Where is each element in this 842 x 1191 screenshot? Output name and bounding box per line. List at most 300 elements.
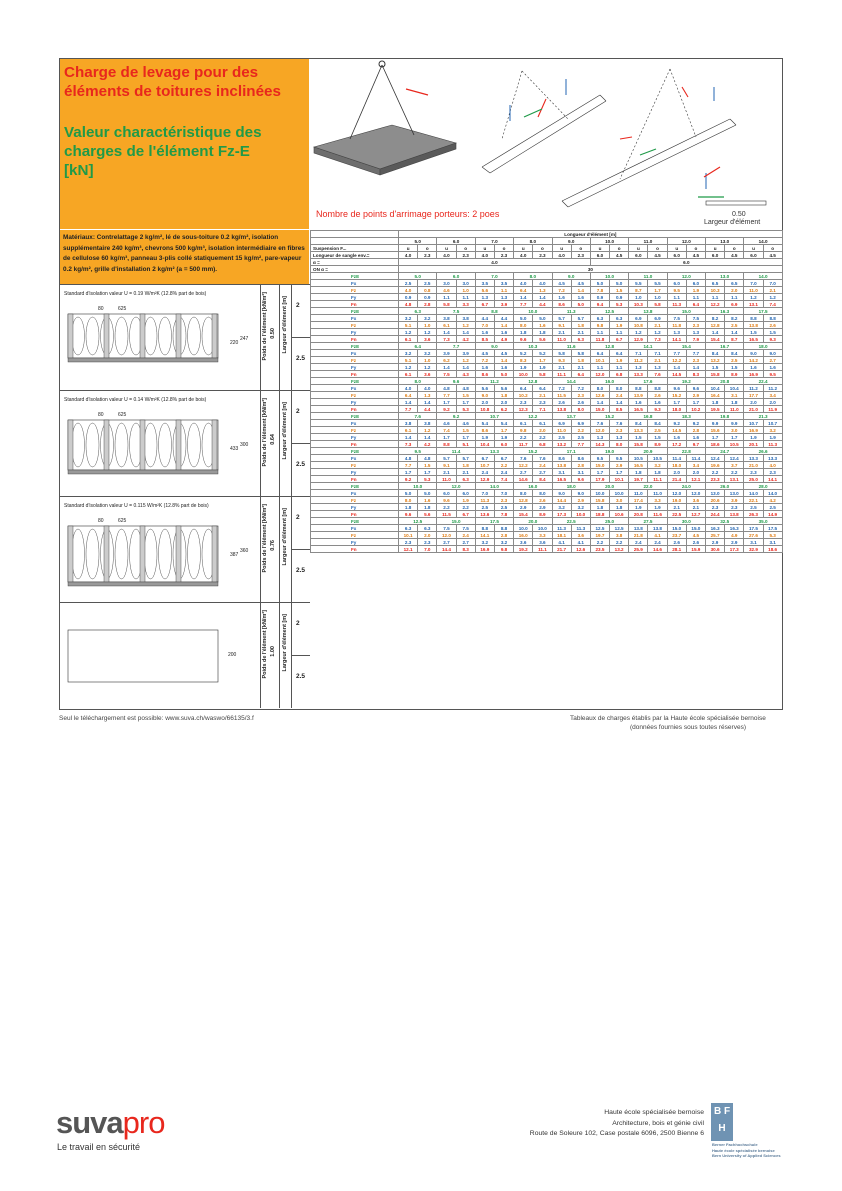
fx-cell: 12.5 — [590, 525, 609, 532]
fx-cell: 7.6 — [533, 455, 552, 462]
dimension-label: 200 — [228, 652, 237, 658]
source-note-1: Tableaux de charges établis par la Haute école spécialisée bernoise — [570, 715, 766, 722]
fx-cell: 14.0 — [744, 490, 763, 497]
fx-cell: 6.4 — [610, 350, 629, 357]
fz-cell: 4.6 — [437, 287, 456, 294]
element-width-axis-label: Largeur d'élément [m] — [282, 402, 288, 460]
fn-cell: 14.1 — [763, 476, 782, 483]
fn-cell: 30.6 — [706, 546, 725, 553]
fx-cell: 7.0 — [475, 490, 494, 497]
fz-cell: 3.6 — [571, 532, 590, 539]
fx-cell: 9.6 — [686, 385, 705, 392]
element-width-value: 2 — [296, 514, 300, 521]
fy-cell: 2.0 — [667, 469, 686, 476]
fy-cell: 1.7 — [437, 434, 456, 441]
fn-cell: 10.2 — [686, 406, 705, 413]
table-row — [311, 329, 783, 336]
fz-cell: 8.3 — [514, 357, 533, 364]
fy-cell: 1.7 — [456, 399, 475, 406]
fn-cell: 14.6 — [514, 476, 533, 483]
fy-cell: 1.2 — [418, 329, 437, 336]
fy-cell: 2.3 — [706, 504, 725, 511]
fz-cell: 7.7 — [399, 462, 418, 469]
fn-cell: 8.5 — [610, 406, 629, 413]
fn-cell: 11.1 — [533, 546, 552, 553]
fz-cell: 8.0 — [399, 497, 418, 504]
row-label-fy: Fy — [311, 364, 399, 371]
cross-section-drawing — [66, 302, 249, 382]
fy-cell: 0.9 — [418, 294, 437, 301]
insulation-description: Standard d'isolation valeur U = 0.14 W/m²K (12.8% part de bois) — [64, 397, 207, 403]
fz-cell: 15.8 — [590, 497, 609, 504]
fx-cell: 7.5 — [456, 525, 475, 532]
fz-cell: 16.9 — [744, 427, 763, 434]
fy-cell: 2.6 — [571, 399, 590, 406]
force-diagram-1 — [482, 71, 606, 173]
row-label-fy: Fy — [311, 399, 399, 406]
row-label-fze: FzE — [311, 413, 399, 420]
fn-cell: 9.6 — [399, 511, 418, 518]
element-width-value: 2.5 — [296, 461, 306, 468]
fx-cell: 12.0 — [667, 490, 686, 497]
suspension-value: o — [686, 245, 705, 252]
fx-cell: 9.9 — [725, 420, 744, 427]
fx-cell: 16.3 — [706, 525, 725, 532]
row-label-fx: Fx — [311, 280, 399, 287]
fy-cell: 1.1 — [725, 294, 744, 301]
fze-cell: 12.5 — [399, 518, 437, 525]
fx-cell: 5.8 — [571, 350, 590, 357]
fze-cell: 17.5 — [744, 308, 782, 315]
fze-cell: 20.0 — [590, 483, 628, 490]
fn-cell: 5.8 — [437, 301, 456, 308]
fz-cell: 9.0 — [475, 392, 494, 399]
fze-cell: 9.2 — [437, 413, 475, 420]
fx-cell: 10.4 — [706, 385, 725, 392]
fy-cell: 1.1 — [610, 329, 629, 336]
fze-cell: 6.4 — [399, 343, 437, 350]
fz-cell: 2.1 — [648, 357, 667, 364]
fn-cell: 5.0 — [571, 301, 590, 308]
fz-cell: 1.5 — [610, 287, 629, 294]
fz-cell: 1.8 — [571, 357, 590, 364]
fz-cell: 2.4 — [610, 392, 629, 399]
sling-value: 6.0 — [744, 252, 763, 259]
fz-cell: 14.5 — [667, 427, 686, 434]
fx-cell: 4.5 — [571, 280, 590, 287]
fx-cell: 7.1 — [629, 350, 648, 357]
fx-cell: 6.9 — [552, 420, 571, 427]
table-row — [311, 357, 783, 364]
fn-cell: 26.3 — [744, 511, 763, 518]
fz-cell: 2.3 — [686, 322, 705, 329]
fze-cell: 22.4 — [744, 378, 782, 385]
fze-cell: 14.4 — [552, 378, 590, 385]
fy-cell: 3.1 — [744, 539, 763, 546]
fy-cell: 3.1 — [552, 469, 571, 476]
fz-cell: 2.3 — [494, 497, 513, 504]
group-divider — [291, 549, 310, 550]
fn-cell: 15.0 — [590, 406, 609, 413]
table-row — [311, 532, 783, 539]
fn-cell: 8.5 — [475, 336, 494, 343]
fz-cell: 3.3 — [648, 497, 667, 504]
table-row — [311, 469, 783, 476]
fz-cell: 1.8 — [494, 392, 513, 399]
sling-value: 6.0 — [667, 252, 686, 259]
fn-cell: 19.5 — [706, 406, 725, 413]
fy-cell: 1.4 — [437, 364, 456, 371]
fy-cell: 1.4 — [399, 434, 418, 441]
alpha-value: 6.0 — [590, 259, 782, 266]
fz-cell: 2.3 — [686, 357, 705, 364]
fz-cell: 1.3 — [533, 287, 552, 294]
fy-cell: 1.4 — [456, 364, 475, 371]
fy-cell: 1.7 — [418, 469, 437, 476]
table-row — [311, 336, 783, 343]
fz-cell: 4.2 — [763, 497, 782, 504]
fx-cell: 13.8 — [629, 525, 648, 532]
fx-cell: 7.6 — [590, 420, 609, 427]
fn-cell: 6.4 — [571, 371, 590, 378]
cross-section-drawing — [66, 514, 249, 594]
fy-cell: 1.6 — [667, 434, 686, 441]
fx-cell: 9.0 — [763, 350, 782, 357]
fx-cell: 15.0 — [686, 525, 705, 532]
fy-cell: 1.8 — [590, 504, 609, 511]
fx-cell: 3.0 — [437, 280, 456, 287]
fz-cell: 23.7 — [667, 532, 686, 539]
fy-cell: 1.8 — [648, 469, 667, 476]
fy-cell: 1.1 — [590, 329, 609, 336]
length-value: 8.0 — [514, 238, 552, 245]
element-weight-label: Poids de l'élément [kN/m²] — [262, 610, 268, 679]
fz-cell: 8.6 — [475, 427, 494, 434]
row-label-fx: Fx — [311, 490, 399, 497]
fn-cell: 7.3 — [437, 336, 456, 343]
group-divider — [291, 655, 310, 656]
bfh-address: Haute école spécialisée bernoise Architecture, bois et génie civil Route de Soleure 102, Case postale 6096, 2500 Bienne 6 — [529, 1109, 704, 1137]
dimension-label: 387 — [230, 552, 239, 558]
row-label-fze: FzE — [311, 448, 399, 455]
fy-cell: 1.7 — [590, 469, 609, 476]
fn-cell: 10.8 — [475, 406, 494, 413]
fz-cell: 2.6 — [763, 322, 782, 329]
fz-cell: 14.1 — [475, 532, 494, 539]
fn-cell: 7.8 — [494, 511, 513, 518]
fx-cell: 4.8 — [456, 385, 475, 392]
fx-cell: 5.0 — [399, 490, 418, 497]
fn-cell: 22.5 — [667, 511, 686, 518]
fy-cell: 1.3 — [475, 294, 494, 301]
fy-cell: 2.4 — [648, 539, 667, 546]
fz-cell: 7.2 — [552, 287, 571, 294]
row-label-fze: FzE — [311, 343, 399, 350]
fze-cell: 8.0 — [514, 273, 552, 280]
fy-cell: 1.7 — [610, 469, 629, 476]
fy-cell: 1.4 — [533, 294, 552, 301]
fy-cell: 1.4 — [456, 329, 475, 336]
fy-cell: 1.8 — [610, 504, 629, 511]
fn-cell: 7.3 — [399, 441, 418, 448]
fx-cell: 12.0 — [686, 490, 705, 497]
fze-cell: 24.0 — [667, 483, 705, 490]
bfh-small-text: Berner Fachhochschule Haute école spécialisée bernoise Bern University of Applied Sciences — [712, 1142, 781, 1158]
element-width-axis-label: Largeur d'élément [m] — [282, 296, 288, 354]
fx-cell: 4.0 — [399, 385, 418, 392]
fn-cell: 16.5 — [629, 406, 648, 413]
fze-cell: 7.5 — [437, 308, 475, 315]
fx-cell: 8.6 — [571, 455, 590, 462]
fz-cell: 2.2 — [571, 427, 590, 434]
fn-cell: 25.9 — [629, 546, 648, 553]
fz-cell: 9.8 — [590, 322, 609, 329]
fz-cell: 5.3 — [763, 532, 782, 539]
fze-cell: 14.0 — [475, 483, 513, 490]
fy-cell: 1.3 — [610, 434, 629, 441]
fx-cell: 10.0 — [533, 525, 552, 532]
fz-cell: 7.2 — [475, 357, 494, 364]
fz-cell: 2.3 — [571, 392, 590, 399]
fx-cell: 7.5 — [686, 315, 705, 322]
table-row — [311, 371, 783, 378]
dimension-label: 247 — [240, 336, 249, 342]
fz-cell: 6.4 — [399, 392, 418, 399]
row-label-fz: Fz — [311, 357, 399, 364]
fy-cell: 1.8 — [418, 504, 437, 511]
fy-cell: 1.8 — [399, 504, 418, 511]
fy-cell: 1.2 — [744, 294, 763, 301]
fn-cell: 19.7 — [629, 476, 648, 483]
fx-cell: 7.6 — [514, 455, 533, 462]
fz-cell: 1.6 — [418, 497, 437, 504]
row-label-fn: Fn — [311, 301, 399, 308]
fze-cell: 13.8 — [629, 308, 667, 315]
fx-cell: 10.7 — [744, 420, 763, 427]
fn-cell: 6.2 — [494, 406, 513, 413]
fz-cell: 10.8 — [629, 322, 648, 329]
fy-cell: 2.5 — [744, 504, 763, 511]
fx-cell: 13.3 — [744, 455, 763, 462]
fz-cell: 5.1 — [399, 322, 418, 329]
fn-cell: 8.9 — [648, 441, 667, 448]
fy-cell: 2.4 — [475, 469, 494, 476]
fn-cell: 15.4 — [706, 336, 725, 343]
fy-cell: 1.2 — [763, 294, 782, 301]
fn-cell: 8.9 — [725, 371, 744, 378]
sling-value: 2.3 — [571, 252, 590, 259]
element-weight-label: Poids de l'élément [kN/m²] — [262, 398, 268, 467]
fn-cell: 5.1 — [456, 441, 475, 448]
fn-cell: 8.6 — [475, 371, 494, 378]
fze-cell: 15.2 — [590, 413, 628, 420]
fy-cell: 1.4 — [437, 329, 456, 336]
fy-cell: 1.4 — [610, 399, 629, 406]
fy-cell: 1.2 — [399, 329, 418, 336]
fy-cell: 1.6 — [744, 364, 763, 371]
fy-cell: 1.9 — [533, 364, 552, 371]
fy-cell: 1.9 — [494, 434, 513, 441]
fx-cell: 9.9 — [706, 420, 725, 427]
row-label-fy: Fy — [311, 539, 399, 546]
fx-cell: 3.2 — [399, 350, 418, 357]
fy-cell: 2.5 — [552, 434, 571, 441]
fn-cell: 23.3 — [706, 476, 725, 483]
fx-cell: 4.6 — [456, 420, 475, 427]
dimension-label: 360 — [240, 548, 249, 554]
fy-cell: 1.9 — [763, 434, 782, 441]
row-label-fz: Fz — [311, 287, 399, 294]
fx-cell: 9.0 — [571, 490, 590, 497]
fx-cell: 7.0 — [744, 280, 763, 287]
fy-cell: 2.5 — [494, 504, 513, 511]
table-row — [311, 427, 783, 434]
fz-cell: 10.3 — [706, 287, 725, 294]
sling-value: 4.0 — [552, 252, 571, 259]
fz-cell: 2.2 — [494, 462, 513, 469]
fx-cell: 5.8 — [552, 350, 571, 357]
fy-cell: 2.9 — [706, 539, 725, 546]
fz-cell: 2.4 — [456, 532, 475, 539]
fn-cell: 13.6 — [475, 511, 494, 518]
length-value: 11.0 — [629, 238, 667, 245]
fx-cell: 6.1 — [533, 420, 552, 427]
fz-cell: 6.1 — [437, 322, 456, 329]
fze-cell: 9.5 — [399, 448, 437, 455]
fn-cell: 21.0 — [744, 406, 763, 413]
fn-cell: 7.4 — [494, 476, 513, 483]
fx-cell: 5.5 — [629, 280, 648, 287]
fy-cell: 2.1 — [552, 329, 571, 336]
fz-cell: 12.8 — [514, 497, 533, 504]
length-value: 9.0 — [552, 238, 590, 245]
fy-cell: 1.5 — [648, 434, 667, 441]
suspension-value: o — [571, 245, 590, 252]
fz-cell: 1.7 — [494, 427, 513, 434]
fn-cell: 8.6 — [552, 301, 571, 308]
suspension-value: o — [725, 245, 744, 252]
fz-cell: 1.2 — [456, 357, 475, 364]
fz-cell: 1.9 — [610, 357, 629, 364]
fy-cell: 1.7 — [706, 434, 725, 441]
fn-cell: 11.6 — [648, 511, 667, 518]
fx-cell: 6.5 — [706, 280, 725, 287]
fn-cell: 7.4 — [763, 301, 782, 308]
table-row — [311, 287, 783, 294]
table-row — [311, 280, 783, 287]
element-width-value: 2 — [296, 620, 300, 627]
fx-cell: 5.2 — [514, 350, 533, 357]
fz-cell: 1.2 — [456, 322, 475, 329]
fx-cell: 7.0 — [494, 490, 513, 497]
fz-cell: 2.3 — [610, 427, 629, 434]
row-label-fz: Fz — [311, 392, 399, 399]
fn-cell: 15.8 — [706, 371, 725, 378]
fy-cell: 0.9 — [399, 294, 418, 301]
length-value: 14.0 — [744, 238, 782, 245]
fy-cell: 2.9 — [514, 504, 533, 511]
fz-cell: 1.9 — [610, 322, 629, 329]
fx-cell: 6.0 — [456, 490, 475, 497]
fz-cell: 2.6 — [648, 392, 667, 399]
fze-cell: 18.0 — [744, 343, 782, 350]
fz-cell: 11.8 — [667, 322, 686, 329]
fz-cell: 12.2 — [514, 462, 533, 469]
sling-label: Longueur de sangle env.= — [311, 252, 399, 259]
fy-cell: 2.9 — [533, 504, 552, 511]
fy-cell: 2.1 — [571, 329, 590, 336]
fx-cell: 6.3 — [590, 315, 609, 322]
fn-cell: 6.8 — [533, 441, 552, 448]
fz-cell: 1.0 — [418, 322, 437, 329]
fy-cell: 2.0 — [475, 399, 494, 406]
fze-cell: 7.7 — [437, 343, 475, 350]
fy-cell: 2.3 — [418, 539, 437, 546]
fze-cell: 15.0 — [667, 308, 705, 315]
length-value: 5.0 — [399, 238, 437, 245]
fze-cell: 12.5 — [590, 308, 628, 315]
suspension-value: o — [456, 245, 475, 252]
fn-cell: 7.6 — [648, 371, 667, 378]
fx-cell: 14.0 — [763, 490, 782, 497]
fn-cell: 12.3 — [514, 406, 533, 413]
fz-cell: 1.4 — [494, 322, 513, 329]
fz-cell: 1.7 — [648, 287, 667, 294]
table-row — [311, 476, 783, 483]
fn-cell: 9.6 — [571, 476, 590, 483]
fy-cell: 2.6 — [686, 539, 705, 546]
fx-cell: 4.5 — [494, 350, 513, 357]
sling-value: 4.5 — [686, 252, 705, 259]
fy-cell: 3.2 — [552, 504, 571, 511]
fx-cell: 10.4 — [725, 385, 744, 392]
fx-cell: 6.4 — [533, 385, 552, 392]
slab-perspective — [314, 61, 456, 175]
section-divider — [60, 602, 310, 603]
fy-cell: 1.1 — [456, 294, 475, 301]
fn-cell: 9.2 — [437, 406, 456, 413]
fz-cell: 2.0 — [418, 532, 437, 539]
fn-cell: 11.0 — [437, 476, 456, 483]
fn-cell: 28.1 — [667, 546, 686, 553]
fn-cell: 15.4 — [514, 511, 533, 518]
fz-cell: 14.2 — [744, 357, 763, 364]
fze-cell: 14.1 — [629, 343, 667, 350]
fx-cell: 4.5 — [475, 350, 494, 357]
fze-cell: 22.0 — [629, 483, 667, 490]
group-divider — [291, 443, 310, 444]
source-note-2: (données fournies sous toutes réserves) — [630, 724, 746, 731]
fy-cell: 1.6 — [494, 364, 513, 371]
fze-cell: 17.1 — [552, 448, 590, 455]
fn-cell: 10.0 — [514, 371, 533, 378]
fz-cell: 15.6 — [706, 427, 725, 434]
dimension-label: 80 — [98, 518, 104, 524]
fx-cell: 8.4 — [629, 420, 648, 427]
fze-cell: 12.8 — [590, 343, 628, 350]
fx-cell: 7.5 — [437, 525, 456, 532]
column-divider — [279, 284, 280, 708]
fz-cell: 2.9 — [686, 392, 705, 399]
fx-cell: 6.3 — [418, 525, 437, 532]
fn-cell: 11.1 — [552, 371, 571, 378]
fy-cell: 3.6 — [514, 539, 533, 546]
fy-cell: 1.4 — [667, 364, 686, 371]
dimension-label: 625 — [118, 412, 127, 418]
fy-cell: 1.4 — [686, 364, 705, 371]
fn-cell: 6.0 — [494, 441, 513, 448]
fx-cell: 3.0 — [456, 280, 475, 287]
